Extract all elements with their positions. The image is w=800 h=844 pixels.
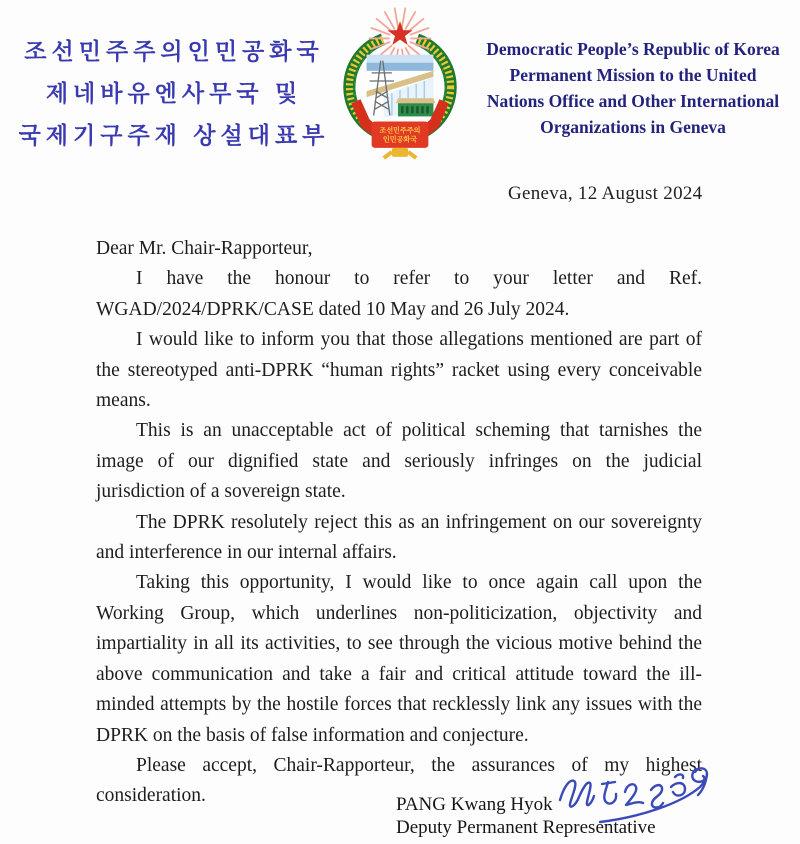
english-line-2: Permanent Mission to the United [509, 65, 757, 85]
signer-title: Deputy Permanent Representative [396, 817, 656, 838]
paragraph-2: I would like to inform you that those allegations mentioned are part of the stereotyped anti-DPRK “human rights” racket using every conceivable means. [96, 329, 702, 412]
emblem-ribbon-text-1: 조선민주주의 [379, 126, 421, 135]
letterhead-korean [4, 30, 344, 156]
signer-name: PANG Kwang Hyok [396, 794, 553, 815]
dprk-emblem-icon [341, 4, 459, 162]
english-line-4: Organizations in Geneva [540, 117, 726, 137]
closing-line: Please accept, Chair-Rapporteur, the assurances of my highest consideration. [96, 754, 702, 807]
paragraph-1: I have the honour to refer to your letter and Ref. WGAD/2024/DPRK/CASE dated 10 May and 26 July 2024. [96, 268, 702, 320]
letter-body [96, 234, 702, 812]
paragraph-4: The DPRK resolutely reject this as an infringement on our sovereignty and interference in our internal affairs. [96, 511, 702, 564]
korean-line-3: 국제기구주재 상설대표부 [18, 122, 330, 148]
letterhead-english [468, 36, 798, 140]
english-line-3: Nations Office and Other International [486, 91, 780, 111]
emblem-ribbon-text-2: 인민공화국 [382, 135, 418, 144]
handwritten-signature-icon [545, 760, 717, 838]
salutation: Dear Mr. Chair-Rapporteur, [96, 238, 313, 259]
paragraph-5: Taking this opportunity, I would like to once again call upon the Working Group, which underlines non-politicization, objectivity and impartiality in all its activities, to see through the vicious motive behind the above communication and take a fair and critical attitude toward the ill-minded attempts by the hostile forces that recklessly link any issues with the DPRK on the basis of false information and conjecture. [96, 572, 702, 746]
paragraph-3: This is an unacceptable act of political scheming that tarnishes the image of our dignified state and seriously infringes on the judicial jurisdiction of a sovereign state. [96, 420, 702, 503]
english-line-1: Democratic People’s Republic of Korea [486, 39, 780, 59]
korean-line-1: 조선민주주의인민공화국 [24, 38, 324, 64]
korean-line-2: 제네바유엔사무국 및 [45, 80, 303, 106]
date-line: Geneva, 12 August 2024 [508, 183, 703, 204]
